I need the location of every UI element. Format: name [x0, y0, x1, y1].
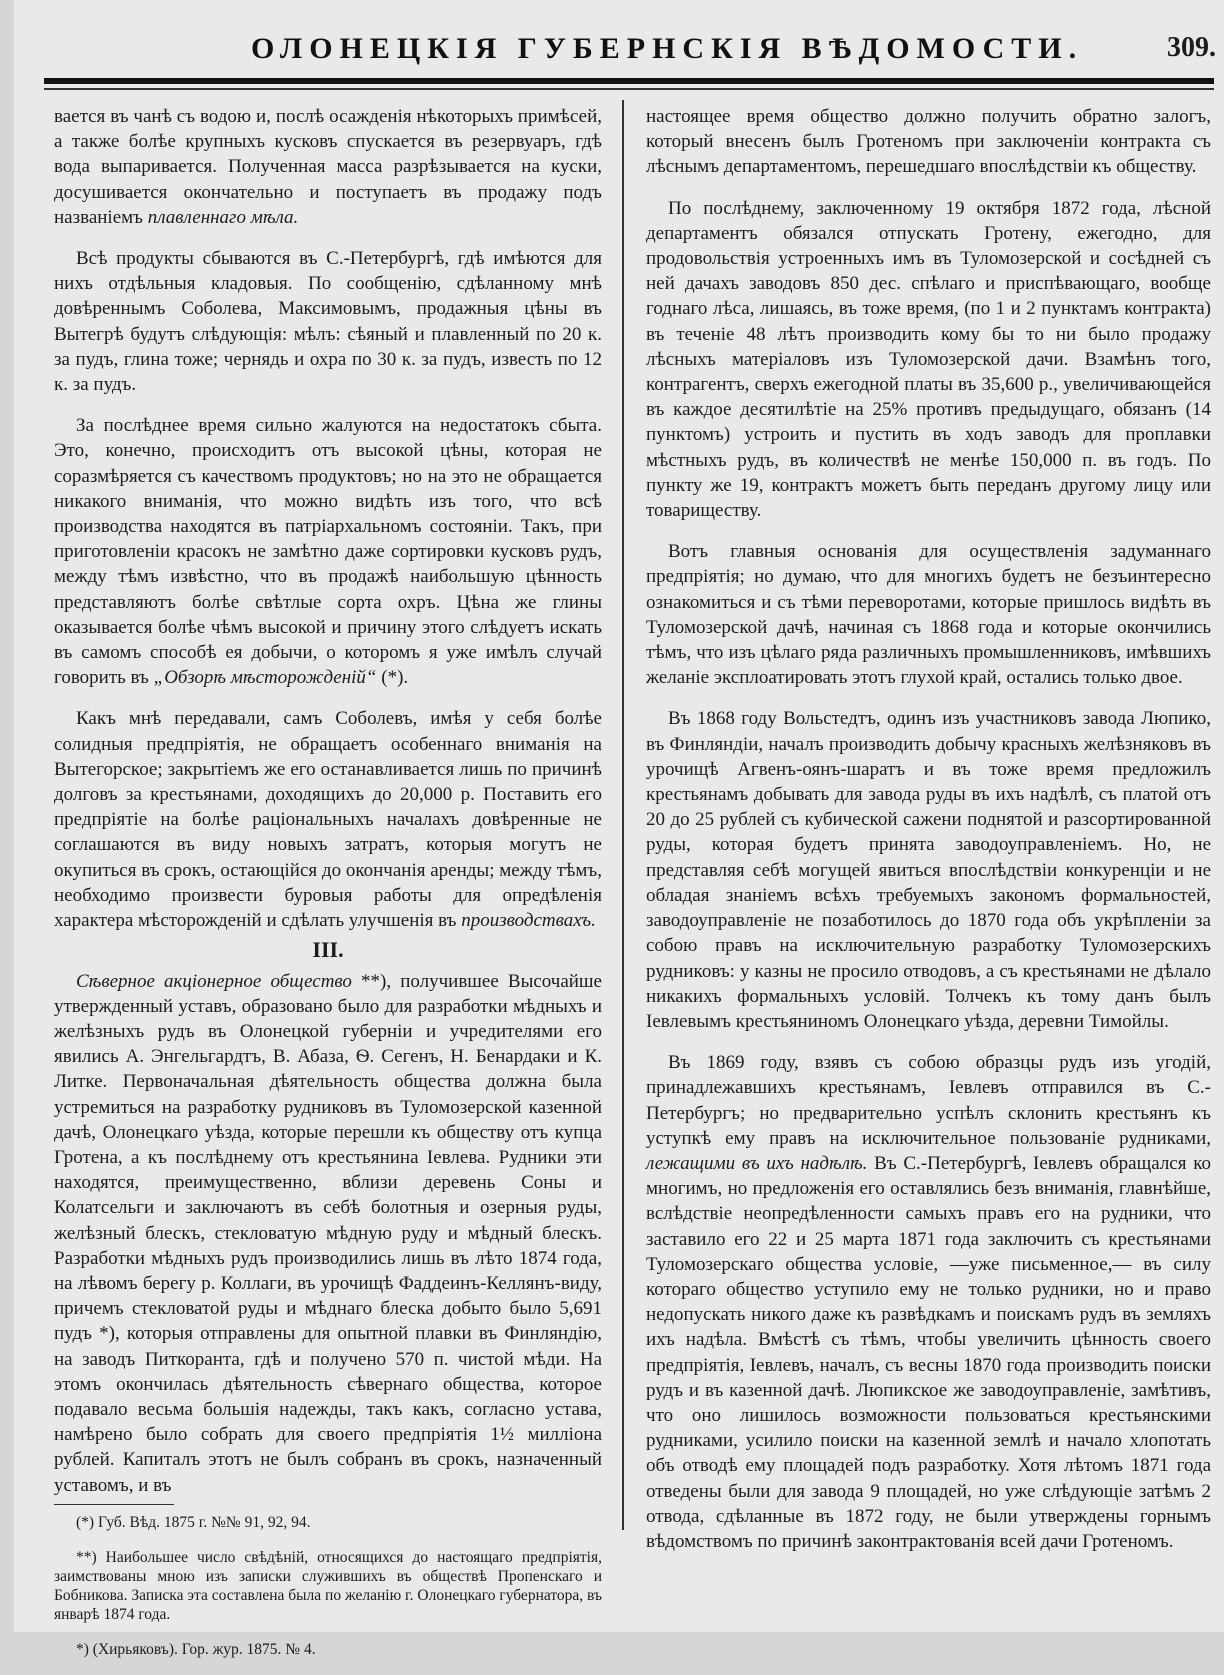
page-header — [46, 30, 1216, 78]
paragraph: Въ 1868 году Вольстедтъ, одинъ изъ участниковъ завода Люпико, въ Финляндіи, началъ производить добычу красныхъ желѣзняковъ въ урочищѣ Агвенъ-оянъ-шаратъ и въ тоже время предложилъ крестьянамъ добывать для завода руды въ ихъ надѣлѣ, съ платой отъ 20 до 25 рублей съ кубической сажени поднятой и разсортированной руды, которая будетъ принята заводоуправленіемъ. Но, не представляя себѣ могущей явиться впослѣдствіи конкуренціи и не обладая знаніемъ всѣхъ требуемыхъ закономъ формальностей, заводоуправленіе не позаботилось до 1870 года объ укрѣпленіи за собою правъ на исключительную разработку Туломозерскихъ рудниковъ: у казны не просило отводовъ, а съ крестьянами не дѣлало никакихъ формальныхъ условій. Толчекъ къ тому данъ былъ Іевлевымъ крестьяниномъ Олонецкаго уѣзда, деревни Тимойлы. — [646, 708, 1211, 1032]
section-heading: III. — [312, 937, 344, 963]
column-divider — [622, 100, 624, 1530]
footnote: (*) Губ. Вѣд. 1875 г. №№ 91, 92, 94. — [76, 1513, 311, 1531]
paragraph: Въ 1869 году, взявъ съ собою образцы рудъ изъ угодій, принадлежавшихъ крестьянамъ, Іевлевъ отправился въ С.-Петербургъ; но предварительно успѣлъ склонить крестьянъ къ уступкѣ ему правъ на исключительное пользованіе рудниками, лежащими въ ихъ надѣлѣ. Въ С.-Петербургѣ, Іевлевъ обращался ко многимъ, но предложенія его оставлялись безъ вниманія, главнѣйше, вслѣдствіе неопредѣленности самыхъ правъ его на рудники, что заставило его 22 и 25 марта 1871 года заключить съ крестьянами Туломозерскаго общества условіе, —уже письменное,— въ силу котораго общество уступило ему не только рудники, но и право недопускать никого даже къ развѣдкамъ и поискамъ рудъ въ земляхъ ихъ надѣла. Вмѣстѣ съ тѣмъ, чтобы увеличить цѣнность своего предпріятія, Іевлевъ, началъ, съ весны 1870 года производить поиски рудъ и въ казенной дачѣ. Люпикское же заводоуправленіе, замѣтивъ, что оно лишилось возможности пользоваться крестьянскими рудниками, усилило поиски на казенной землѣ и начало хлопотать объ отводѣ ему площадей подъ разработку. Хотя лѣтомъ 1871 года отведены были для завода 9 площадей, но уже слѣдующіе затѣмъ 2 отвода, сдѣланные въ 1872 году, не были утверждены горнымъ вѣдомствомъ по причинѣ законтрактованія всей дачи Гротеномъ. — [646, 1052, 1211, 1552]
footnote: *) (Хирьяковъ). Гор. жур. 1875. № 4. — [76, 1640, 316, 1658]
paragraph: вается въ чанѣ съ водою и, послѣ осажденія нѣкоторыхъ примѣсей, а также болѣе крупныхъ кусковъ спускается въ резервуаръ, гдѣ вода выпаривается. Полученная масса разрѣзывается на куски, досушивается окончательно и поступаетъ въ продажу подъ названіемъ плавленнаго мѣла. — [54, 106, 602, 228]
right-column — [646, 104, 1211, 1570]
header-rule-thin — [44, 88, 1214, 90]
footnote: **) Наибольшее число свѣдѣній, относящихся до настоящаго предпріятія, заимствованы мною изъ записки служившихъ въ обществѣ Пропенскаго и Бобникова. Записка эта составлена была по желанію г. Олонецкаго губернатора, въ январѣ 1874 года. — [54, 1548, 602, 1623]
newspaper-title: ОЛОНЕЦКІЯ ГУБЕРНСКІЯ ВѢДОМОСТИ. — [251, 32, 1084, 65]
newspaper-page — [14, 0, 1224, 1658]
header-rule-thick — [44, 78, 1214, 84]
paragraph: По послѣднему, заключенному 19 октября 1872 года, лѣсной департаментъ обязался отпускать Гротену, ежегодно, для продовольствія устроенныхъ имъ въ Туломозерской и сосѣдней съ ней дачахъ заводовъ 850 дес. спѣлаго и приспѣвающаго, вообще годнаго лѣса, лишаясь, въ тоже время, (по 1 и 2 пунктамъ контракта) въ теченіе 48 лѣтъ производить кому бы то ни было продажу лѣсныхъ матеріаловъ изъ Туломозерской дачи. Взамѣнъ того, контрагентъ, сверхъ ежегодной платы въ 35,600 р., увеличивающейся въ каждое десятилѣтіе на 25% противъ предыдущаго, обязанъ (14 пунктомъ) устроить и пустить въ ходъ заводъ для проплавки мѣстныхъ рудъ, въ количествѣ не менѣе 150,000 п. въ годъ. По пункту же 19, контрактъ можетъ быть переданъ другому лицу или товариществу. — [646, 197, 1211, 522]
paragraph: настоящее время общество должно получить обратно залогъ, который внесенъ былъ Гротеномъ при заключеніи контракта съ лѣснымъ департаментомъ, перешедшаго впослѣдствіи къ обществу. — [646, 106, 1211, 178]
footnote-divider — [54, 1504, 174, 1505]
page-number: 309. — [1167, 32, 1216, 63]
paragraph: Сѣверное акціонерное общество **), получившее Высочайше утвержденный уставъ, образовано было для разработки мѣдныхъ и желѣзныхъ рудъ въ Олонецкой губерніи и учредителями его явились А. Энгельгардтъ, В. Абаза, Ѳ. Сегенъ, Н. Бенардаки и К. Литке. Первоначальная дѣятельность общества должна была устремиться на разработку рудниковъ въ Туломозерской казенной дачѣ, Олонецкаго уѣзда, которые перешли къ обществу отъ купца Гротена, а къ послѣднему отъ крестьянина Іевлева. Рудники эти находятся, преимущественно, вблизи деревень Соны и Колатсельги и заключаютъ въ себѣ болотныя и озерныя руды, желѣзный блескъ, стекловатую мѣдную руду и мѣдный блескъ. Разработки мѣдныхъ рудъ производились лишь въ лѣто 1874 года, на лѣвомъ берегу р. Коллаги, въ урочищѣ Фаддеинъ-Келлянъ-виду, причемъ стекловатой руды и мѣднаго блеска добыто было 5,691 пудъ *), которыя отправлены для опытной плавки въ Финляндію, на заводъ Питкоранта, гдѣ и получено 570 п. чистой мѣди. На этомъ окончилась дѣятельность сѣвернаго общества, которое подавало весьма большія надежды, такъ какъ, согласно устава, намѣрено было собрать для своего предпріятія 1½ милліона рублей. Капиталъ этотъ не былъ собранъ въ срокъ, назначенный уставомъ, и въ — [54, 970, 602, 1496]
paragraph: Вотъ главныя основанія для осуществленія задуманнаго предпріятія; но думаю, что для многихъ будетъ не безъинтересно ознакомиться и съ тѣми переворотами, которые пришлось видѣть въ Туломозерской дачѣ, начиная съ 1868 года и которые окончились тѣмъ, что изъ цѣлаго ряда различныхъ промышленниковъ, имѣвшихъ желаніе эксплоатировать этотъ глухой край, остались только двое. — [646, 541, 1211, 689]
paragraph: За послѣднее время сильно жалуются на недостатокъ сбыта. Это, конечно, происходитъ отъ высокой цѣны, которая не соразмѣряется съ качествомъ продуктовъ; но на это не обращается никакого вниманія, что можно видѣть изъ того, что всѣ производства находятся въ патріархальномъ состояніи. Такъ, при приготовленіи красокъ не замѣтно даже сортировки кусковъ рудъ, между тѣмъ извѣстно, что въ продажѣ наибольшую цѣнность представляютъ болѣе свѣтлые сорта охръ. Цѣна же глины оказывается болѣе чѣмъ высокой и причину этого слѣдуетъ искать въ самомъ способѣ ея добычи, о которомъ я уже имѣлъ случай говорить въ „Обзорѣ мѣсторожденій“ (*). — [54, 415, 602, 689]
left-column — [54, 104, 602, 1675]
paragraph: Какъ мнѣ передавали, самъ Соболевъ, имѣя у себя болѣе солидныя предпріятія, не обращаетъ особеннаго вниманія на Вытегорское; закрытіемъ же его останавливается лишь по причинѣ долговъ за крестьянами, доходящихъ до 20,000 р. Поставить его предпріятіе на болѣе раціональныхъ началахъ довѣренные не соглашаются въ виду новыхъ затратъ, которыя могутъ не окупиться въ срокъ, остающійся до окончанія аренды; между тѣмъ, необходимо произвести буровыя работы для опредѣленія характера мѣсторожденій и сдѣлать улучшенія въ производствахъ. — [54, 708, 602, 932]
paragraph: Всѣ продукты сбываются въ С.-Петербургѣ, гдѣ имѣются для нихъ отдѣльныя кладовыя. По сообщенію, сдѣланному мнѣ довѣреннымъ Соболева, Максимовымъ, продажныя цѣны въ Вытегрѣ будутъ слѣдующія: мѣлъ: сѣяный и плавленный по 20 к. за пудъ, глина тоже; чернядь и охра по 30 к. за пудъ, известь по 12 к. за пудъ. — [54, 248, 602, 396]
